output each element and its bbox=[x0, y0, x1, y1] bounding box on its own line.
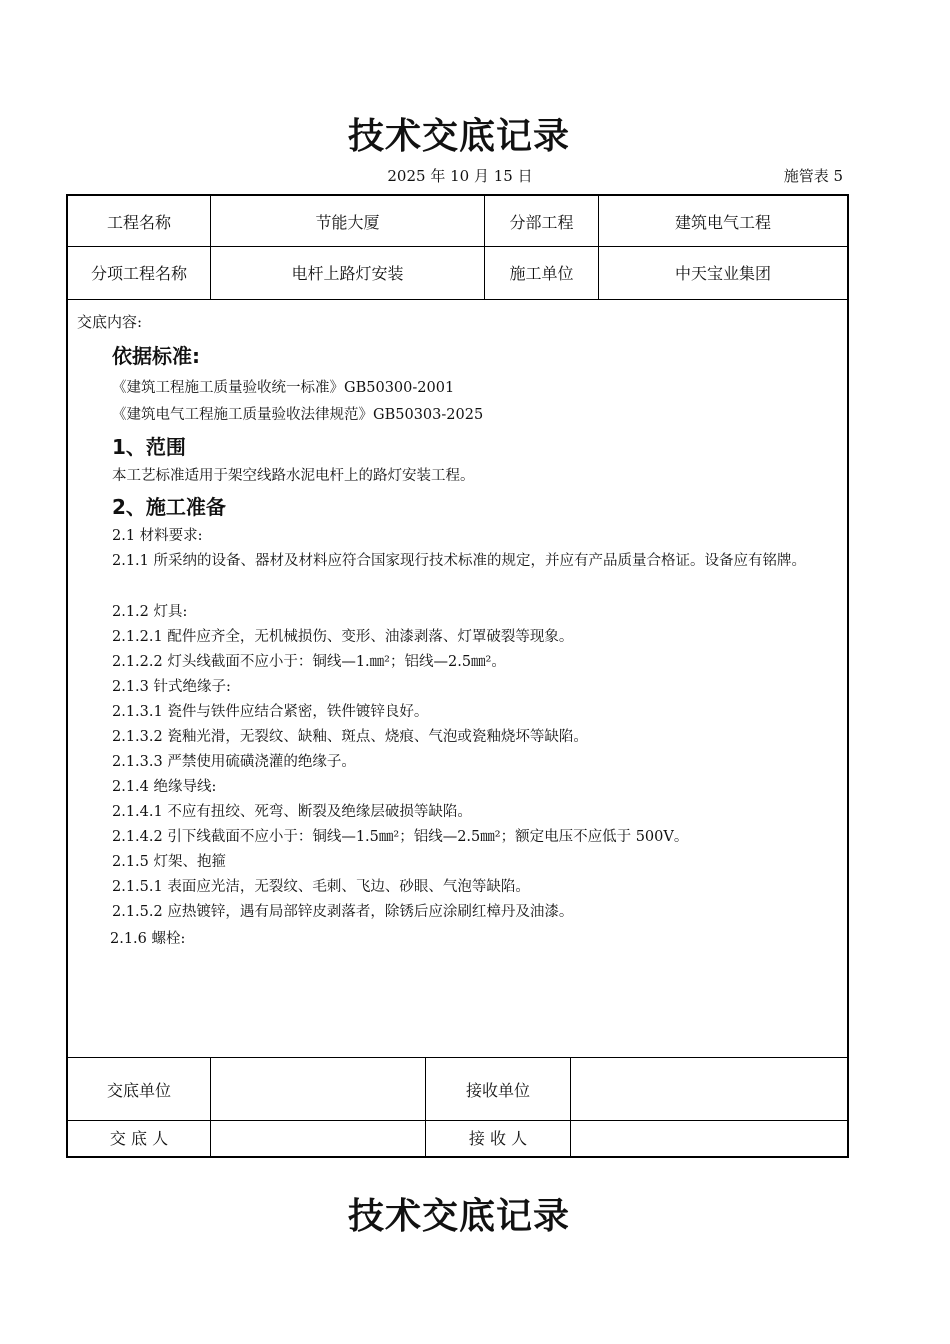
subitem-row bbox=[68, 246, 847, 300]
basis-line: 《建筑工程施工质量验收统一标准》GB50300-2001 bbox=[112, 380, 455, 396]
record-table bbox=[66, 194, 849, 1158]
prep-line: 2.1.3.2 瓷釉光滑，无裂纹、缺釉、斑点、烧痕、气泡或瓷釉烧坏等缺陷。 bbox=[112, 729, 588, 745]
subitem-value: 电杆上路灯安装 bbox=[211, 246, 485, 299]
basis-line: 《建筑电气工程施工质量验收法律规范》GB50303-2025 bbox=[112, 407, 484, 423]
prep-line: 2.1.1 所采纳的设备、器材及材料应符合国家现行技术标准的规定，并应有产品质量合格证。设备应有铭牌。 bbox=[112, 553, 806, 569]
contractor-label: 施工单位 bbox=[485, 246, 599, 299]
prep-line: 2.1.3 针式绝缘子: bbox=[112, 679, 231, 695]
prep-line: 2.1.2 灯具: bbox=[112, 604, 188, 620]
subitem-label: 分项工程名称 bbox=[68, 246, 211, 299]
signature-person-row bbox=[68, 1119, 847, 1156]
next-page-title: 技术交底记录 bbox=[347, 1196, 570, 1237]
receiver-unit-label: 接收单位 bbox=[426, 1058, 571, 1120]
project-name-label: 工程名称 bbox=[68, 196, 211, 246]
project-name-value: 节能大厦 bbox=[211, 196, 485, 246]
form-number: 施管表 5 bbox=[783, 167, 843, 185]
scope-heading: 1、范围 bbox=[112, 435, 186, 459]
prep-line: 2.1.4.1 不应有扭绞、死弯、断裂及绝缘层破损等缺陷。 bbox=[112, 804, 472, 820]
receiver-person-field[interactable] bbox=[571, 1119, 847, 1156]
prep-line: 2.1.3.1 瓷件与铁件应结合紧密，铁件镀锌良好。 bbox=[112, 704, 429, 720]
content-label: 交底内容: bbox=[77, 313, 143, 331]
handover-person-label: 交 底 人 bbox=[68, 1119, 211, 1156]
prep-line: 2.1.5 灯架、抱箍 bbox=[112, 854, 227, 870]
prep-heading: 2、施工准备 bbox=[112, 495, 226, 519]
prep-line: 2.1.5.2 应热镀锌，遇有局部锌皮剥落者，除锈后应涂刷红樟丹及油漆。 bbox=[112, 904, 574, 920]
prep-line: 2.1.5.1 表面应光洁，无裂纹、毛刺、飞边、砂眼、气泡等缺陷。 bbox=[112, 879, 530, 895]
contractor-value: 中天宝业集团 bbox=[674, 264, 771, 283]
record-date: 2025 年 10 月 15 日 bbox=[387, 167, 533, 185]
prep-line: 2.1.6 螺栓: bbox=[110, 931, 186, 947]
prep-line: 2.1.2.2 灯头线截面不应小于：铜线—1.㎜²；铝线—2.5㎜²。 bbox=[112, 654, 506, 670]
scope-text: 本工艺标准适用于架空线路水泥电杆上的路灯安装工程。 bbox=[112, 468, 475, 484]
prep-line: 2.1.3.3 严禁使用硫磺浇灌的绝缘子。 bbox=[112, 754, 356, 770]
receiver-person-label: 接 收 人 bbox=[426, 1119, 571, 1156]
handover-person-field[interactable] bbox=[211, 1119, 426, 1156]
page-title: 技术交底记录 bbox=[347, 116, 570, 157]
basis-heading: 依据标准: bbox=[112, 344, 200, 368]
division-label: 分部工程 bbox=[485, 196, 599, 246]
division-value: 建筑电气工程 bbox=[674, 212, 771, 232]
prep-line: 2.1.4.2 引下线截面不应小于：铜线—1.5㎜²；铝线—2.5㎜²；额定电压不应低于 500V。 bbox=[112, 829, 689, 845]
project-row bbox=[68, 196, 847, 247]
receiver-unit-field[interactable] bbox=[571, 1058, 847, 1120]
handover-unit-field[interactable] bbox=[211, 1058, 426, 1120]
prep-line: 2.1.4 绝缘导线: bbox=[112, 779, 217, 795]
signature-unit-row bbox=[68, 1057, 847, 1121]
prep-line: 2.1.2.1 配件应齐全，无机械损伤、变形、油漆剥落、灯罩破裂等现象。 bbox=[112, 629, 574, 645]
prep-line: 2.1 材料要求: bbox=[112, 528, 203, 544]
handover-content bbox=[68, 300, 847, 1056]
handover-unit-label: 交底单位 bbox=[68, 1058, 211, 1120]
